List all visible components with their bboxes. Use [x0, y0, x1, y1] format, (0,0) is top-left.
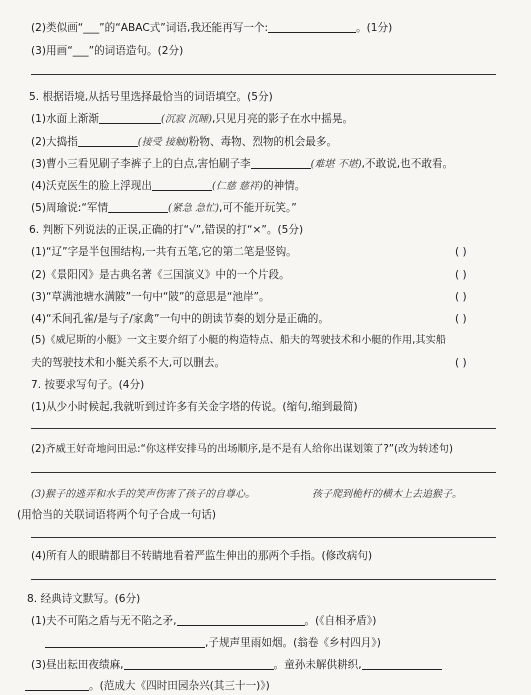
- q-prev-item3-pre: (3)用画“: [31, 45, 73, 57]
- q7-item-2: (2)齐威王好奇地问田忌:“你这样安排马的出场顺序,是不是有人给你出谋划策了?”(改为转述句): [31, 444, 453, 455]
- q6-item-5-line2: 夫的驾驶技术和小艇关系不大,可以删去。: [31, 357, 226, 369]
- q5-item-1: [31, 112, 353, 127]
- answer-blank[interactable]: [25, 679, 89, 691]
- answer-line[interactable]: [31, 472, 496, 473]
- answer-line[interactable]: [31, 579, 496, 580]
- answer-blank[interactable]: [78, 135, 138, 147]
- q6-answer-paren-4[interactable]: ( ): [455, 313, 467, 325]
- answer-blank[interactable]: [99, 112, 161, 124]
- q-prev-item2-blank: ___: [83, 22, 100, 34]
- q7-title: 7. 按要求写句子。(4分): [31, 379, 145, 391]
- answer-line[interactable]: [31, 537, 496, 538]
- q8-item-1-pre: (1)夫不可陷之盾与无不陷之矛,: [31, 615, 177, 627]
- q5-item-2-post: 粉物、毒物、烈物的机会最多。: [188, 136, 338, 148]
- q-prev-item3-end: ”的词语造句。(2分): [88, 45, 184, 57]
- q-prev-item2: [31, 21, 392, 35]
- answer-blank[interactable]: [362, 658, 442, 670]
- q5-item-4: [31, 179, 305, 194]
- q5-item-1-options: (沉寂 沉睡): [160, 114, 212, 125]
- answer-blank[interactable]: [45, 636, 205, 648]
- q5-item-5: [31, 201, 297, 216]
- q6-answer-paren-3[interactable]: ( ): [455, 291, 467, 303]
- q6-item-4: (4)“禾间孔雀/是与子/家禽”一句中的朗读节奏的划分是正确的。: [31, 313, 329, 325]
- q7-item-3-b: [312, 487, 462, 502]
- q8-item-1: [31, 614, 376, 628]
- q5-item-3-options: (难堪 不堪): [310, 159, 362, 170]
- q6-item-3: (3)“草满池塘水满陂”一句中“陂”的意思是“池岸”。: [31, 291, 270, 303]
- q5-item-5-post: ,可不能开玩笑。”: [219, 202, 297, 214]
- q7-item-3: [31, 487, 255, 502]
- answer-blank[interactable]: [152, 179, 212, 191]
- q8-item-3: [31, 658, 442, 672]
- q5-item-1-post: ,只见月亮的影子在水中摇晃。: [211, 113, 354, 125]
- q-prev-item2-end: 。(1分): [356, 22, 393, 34]
- q5-item-4-post: 的神情。: [262, 180, 306, 192]
- q5-item-4-options: (仁慈 慈祥): [211, 181, 263, 192]
- q7-item-1: (1)从少小时候起,我就听到过许多有关金字塔的传说。(缩句,缩到最简): [31, 401, 358, 413]
- q5-item-3-post: ,不敢说,也不敢看。: [361, 158, 454, 170]
- q-prev-item2-pre: (2)类似画“: [31, 22, 84, 34]
- answer-blank[interactable]: [251, 157, 311, 169]
- q8-item-4: [25, 679, 270, 693]
- q6-answer-paren-1[interactable]: ( ): [455, 246, 467, 258]
- q6-item-2: (2)《景阳冈》是古典名著《三国演义》中的一个片段。: [31, 269, 290, 281]
- q6-answer-paren-2[interactable]: ( ): [455, 269, 467, 281]
- q6-answer-paren-5[interactable]: ( ): [455, 357, 467, 369]
- q6-title: 6. 判断下列说法的正误,正确的打“√”,错误的打“×”。(5分): [29, 224, 304, 236]
- answer-blank[interactable]: [177, 614, 305, 626]
- q8-item-2: [31, 636, 381, 650]
- q7-item-3-instruction: (用恰当的关联词语将两个句子合成一句话): [17, 509, 216, 521]
- q8-item-3-pre: (3)昼出耘田夜绩麻,: [31, 659, 124, 671]
- q-prev-item3-blank: ___: [72, 45, 89, 57]
- q5-item-3-pre: (3)曹小三看见刷子李裤子上的白点,害怕刷子李: [31, 158, 251, 170]
- q5-title: 5. 根据语境,从括号里选择最恰当的词语填空。(5分): [29, 91, 273, 103]
- q5-item-5-options: (紧急 急忙): [168, 203, 220, 214]
- q5-item-5-pre: (5)周瑜说:“军情: [31, 202, 109, 214]
- q8-item-3-mid: 。童孙未解供耕织,: [273, 659, 362, 671]
- q7-item-4: (4)所有人的眼睛都目不转睛地看着严监生伸出的那两个手指。(修改病句): [31, 550, 373, 562]
- q5-item-2: [31, 135, 337, 150]
- answer-line[interactable]: [31, 74, 496, 75]
- q6-item-1: (1)“辽”字是半包围结构,一共有五笔,它的第二笔是竖钩。: [31, 246, 297, 258]
- answer-blank[interactable]: [108, 201, 168, 213]
- q5-item-1-pre: (1)水面上渐渐: [31, 113, 99, 125]
- answer-line[interactable]: [31, 428, 496, 429]
- q-prev-item3: [31, 44, 183, 58]
- q5-item-2-options: (接受 接触): [137, 137, 189, 148]
- q7-item-3-sentence-b: 孩子爬到桅杆的横木上去追猴子。: [312, 489, 462, 500]
- q8-title: 8. 经典诗文默写。(6分): [27, 593, 141, 605]
- q5-item-4-pre: (4)沃克医生的脸上浮现出: [31, 180, 152, 192]
- q8-item-1-post: 。(《自相矛盾》): [304, 615, 377, 627]
- q8-item-2-post: ,子规声里雨如烟。(翁卷《乡村四月》): [205, 637, 381, 649]
- q7-item-3-sentence-a: (3)猴子的逃弄和水手的笑声伤害了孩子的自尊心。: [31, 489, 256, 500]
- q-prev-item2-mid: ”的“ABAC式”词语,我还能再写一个:: [99, 22, 269, 34]
- q5-item-2-pre: (2)大捣指: [31, 136, 78, 148]
- q8-item-4-post: 。(范成大《四时田园杂兴(其三十一)》): [89, 680, 270, 692]
- answer-blank[interactable]: [268, 21, 356, 33]
- q6-item-5-line1: (5)《威尼斯的小艇》一文主要介绍了小艇的构造特点、船夫的驾驶技术和小艇的作用,其实船: [31, 335, 446, 346]
- answer-blank[interactable]: [124, 658, 274, 670]
- q5-item-3: [31, 157, 453, 172]
